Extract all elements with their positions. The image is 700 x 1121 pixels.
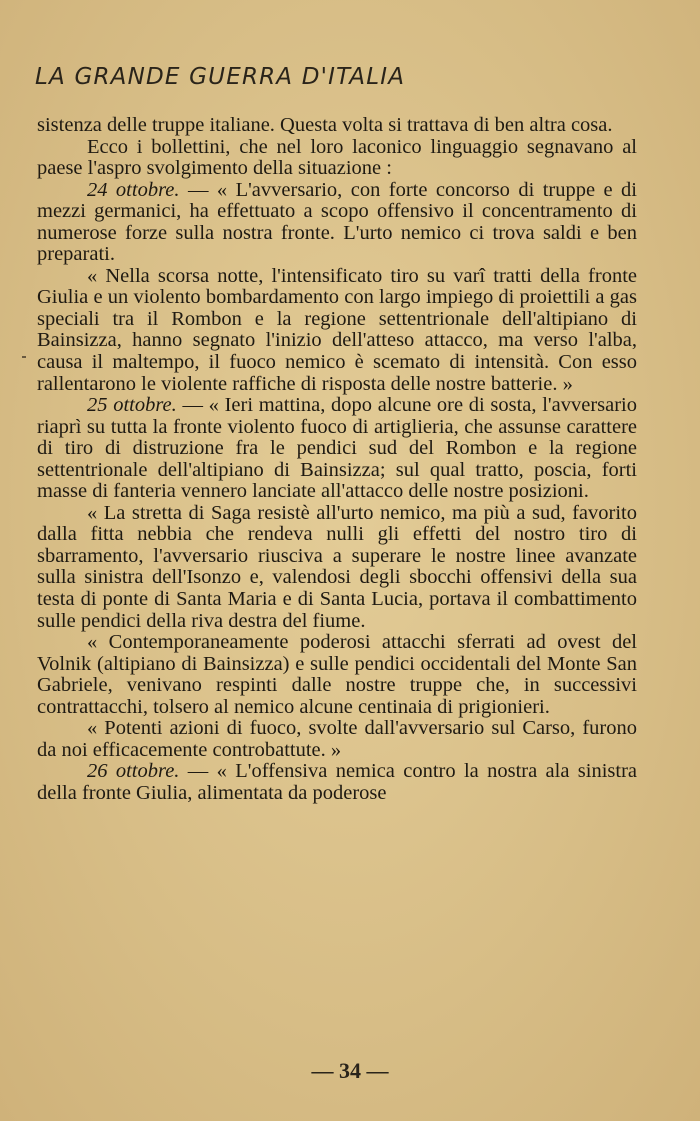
paragraph-text: — « L'avversario, con forte concorso di truppe e di mezzi germanici, ha effettuato a scopo offensivo il concentramento di numerose forze sulla nostra fronte. L'urto nemico ci trova saldi e ben preparati. bbox=[37, 178, 638, 266]
paragraph bbox=[37, 718, 637, 761]
paragraph-text: « Potenti azioni di fuoco, svolte dall'avversario sul Carso, furono da noi efficacemente controbattute. » bbox=[37, 717, 637, 761]
margin-mark bbox=[22, 356, 26, 358]
page-body bbox=[37, 115, 637, 805]
paragraph-text: « Contemporaneamente poderosi attacchi sferrati ad ovest del Volnik (altipiano di Bainsizza) e sulle pendici occidentali del Monte San Gabriele, venivano respinti dalle nostre truppe che, in successivi contrattacchi, tolsero al nemico alcune centinaia di prigionieri. bbox=[37, 631, 637, 718]
paragraph bbox=[37, 632, 637, 718]
paragraph bbox=[37, 503, 637, 632]
bulletin-date: 24 ottobre. bbox=[87, 178, 180, 201]
paragraph bbox=[37, 137, 637, 180]
bulletin-paragraph bbox=[37, 180, 637, 266]
bulletin-date: 25 ottobre. bbox=[87, 394, 177, 417]
paragraph bbox=[37, 115, 637, 137]
bulletin-paragraph bbox=[37, 761, 637, 804]
bulletin-date: 26 ottobre. bbox=[87, 760, 180, 783]
paragraph-text: — « L'offensiva nemica contro la nostra ala sinistra della fronte Giulia, alimentata da poderose bbox=[37, 760, 637, 804]
paragraph-text: Ecco i bollettini, che nel loro laconico linguaggio segnavano al paese l'aspro svolgimento della situazione : bbox=[37, 135, 637, 180]
paragraph bbox=[37, 266, 637, 395]
paragraph-text: « La stretta di Saga resistè all'urto nemico, ma più a sud, favorito dalla fitta nebbia che rendeva nulli gli effetti del nostro tiro di sbarramento, l'avversario riusciva a superare le nostre linee avanzate sulla sinistra dell'Isonzo e, valendosi degli sbocchi offensivi della sua testa di ponte di Santa Maria e di Santa Lucia, portava il combattimento sulle pendici della riva destra del fiume. bbox=[37, 501, 637, 632]
page-number: — 34 — bbox=[311, 1058, 389, 1083]
paragraph-text: — « Ieri mattina, dopo alcune ore di sosta, l'avversario riaprì su tutta la fronte violento fuoco di artiglieria, che assunse carattere di tiro di distruzione fra le pendici sud del Rombon e la regione settentrionale dell'altipiano di Bainsizza; sul qual tratto, poscia, forti masse di fanteria vennero lanciate all'attacco delle nostre posizioni. bbox=[37, 394, 637, 503]
paragraph-text: « Nella scorsa notte, l'intensificato tiro su varî tratti della fronte Giulia e un violento bombardamento con largo impiego di proiettili a gas speciali tra il Rombon e la regione settentrionale dell'altipiano di Bainsizza, hanno segnato l'inizio dell'atteso attacco, ma verso l'alba, causa il maltempo, il fuoco nemico è scemato di intensità. Con esso rallentarono le violente raffiche di risposta delle nostre batterie. » bbox=[37, 264, 637, 395]
bulletin-paragraph bbox=[37, 395, 637, 503]
paragraph-text: sistenza delle truppe italiane. Questa volta si trattava di ben altra cosa. bbox=[37, 114, 613, 136]
running-header: LA GRANDE GUERRA D'ITALIA bbox=[35, 64, 406, 90]
